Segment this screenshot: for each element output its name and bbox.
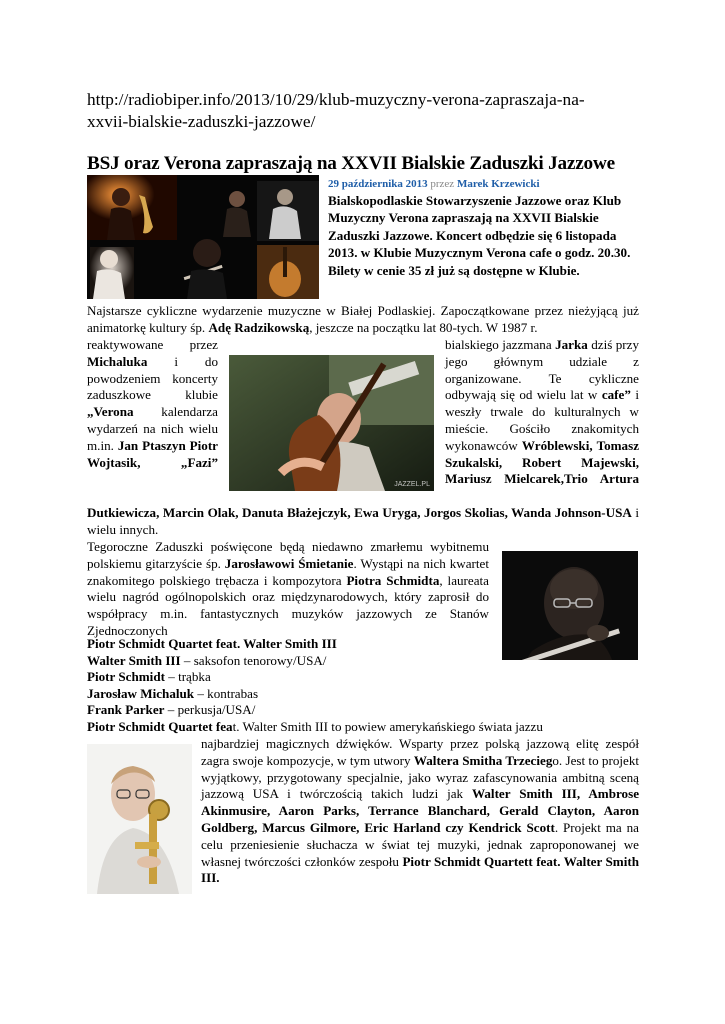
trumpeter-photo	[87, 744, 192, 894]
collage-photo	[87, 175, 319, 299]
source-url[interactable]: http://radiobiper.info/2013/10/29/klub-muzyczny-verona-zapraszaja-na- xxvii-bialskie-zaduszki-jazzowe/	[87, 90, 585, 131]
paragraph-3-first-line-text: t. Walter Smith III to powiew amerykańskiego świata jazzu	[232, 719, 543, 734]
lineup-member: Piotr Schmidt – trąbka	[87, 669, 211, 685]
saxophonist-photo-art	[502, 551, 638, 660]
article-date[interactable]: 29 października 2013	[328, 178, 428, 190]
article-title: BSJ oraz Verona zapraszają na XXVII Bialskie Zaduszki Jazzowe	[87, 153, 615, 174]
trumpeter-photo-art	[87, 744, 192, 894]
collage-photo-art	[87, 175, 319, 299]
lineup-member: Frank Parker – perkusja/USA/	[87, 702, 256, 718]
paragraph-1-right-column: bialskiego jazzmana Jarka dziś przy jego głównym udziale z organizowane. Te cykliczne odbywają się od wielu lat w cafe” i weszły trwale do kulturalnych w mieście. Gościło znakomitych wykonawców Wróblewski, Tomasz Szukalski, Robert Majewski, Mariusz Mielcarek,Trio Artura	[445, 337, 640, 487]
paragraph-3-body-text: najbardziej magicznych dźwięków. Wsparty przez polską jazzową elitę zespół zagra swoje kompozycje, w tym utwory	[201, 736, 639, 768]
article-author[interactable]: Marek Krzewicki	[456, 178, 540, 190]
article-lead: Bialskopodlaskie Stowarzyszenie Jazzowe oraz Klub Muzyczny Verona zapraszają na XXVII Bialskie Zaduszki Jazzowe. Koncert odbędzie się 6 listopada 2013. w Klubie Muzycznym Verona cafe o godz. 20.30. Bilety w cenie 35 zł już są dostępne w Klubie.	[328, 193, 631, 278]
lineup-list	[87, 636, 507, 719]
paragraph-3-first-line: Piotr Schmidt Quartet feat. Walter Smith III to powiew amerykańskiego świata jazzu	[87, 719, 543, 734]
paragraph-1-tail: Dutkiewicza, Marcin Olak, Danuta Błażejczyk, Ewa Uryga, Jorgos Skolias, Wanda Johnson-USA i wielu innych.	[87, 505, 639, 537]
paragraph-2: Tegoroczne Zaduszki poświęcone będą niedawno zmarłemu wybitnemu polskiemu gitarzyście śp. Jarosławowi Śmietanie. Wystąpi na nich kwartet znakomitego polskiego trębacza i kompozytora Piotra Schmidta, laureata wielu nagród ogólnopolskich oraz międzynarodowych, który zaprosił do współpracy m.in. fantastycznych muzyków jazzowych ze Stanów Zjednoczonych	[87, 539, 489, 638]
paragraph-1-left-column: reaktywowane przez Michaluka i do powodzeniem koncerty zaduszkowe klubie „Verona kalendarza wydarzeń na nich wielu m.in. Jan Ptaszyn Piotr Wojtasik, „Fazi”	[87, 337, 218, 470]
saxophonist-photo	[502, 551, 638, 660]
lineup-heading: Piotr Schmidt Quartet feat. Walter Smith III	[87, 636, 337, 651]
paragraph-1-intro: Najstarsze cykliczne wydarzenie muzyczne w Białej Podlaskiej. Zapoczątkowane przez nieżyjącą już animatorkę kultury śp. Adę Radzikowską, jeszcze na początku lat 80-tych. W 1987 r.	[87, 303, 639, 335]
article-by: przez	[430, 178, 455, 190]
lineup-member: Walter Smith III – saksofon tenorowy/USA/	[87, 652, 327, 668]
lineup-member: Jarosław Michaluk – kontrabas	[87, 685, 259, 701]
bassist-photo	[229, 355, 434, 491]
photo-watermark: JAZZEL.PL	[394, 481, 430, 488]
article-meta	[328, 178, 648, 190]
bassist-photo-art	[229, 355, 434, 491]
paragraph-3-body: najbardziej magicznych dźwięków. Wsparty przez polską jazzową elitę zespół zagra swoje kompozycje, w tym utwory Waltera Smitha Trzeciego. Jest to projekt wyjątkowy, przygotowany specjalnie, jako wyraz zafascynowania ambitną sceną jazzową USA i twórczością takich ludzi jak Walter Smith III, Ambrose Akinmusire, Aaron Parks, Terrance Blanchard, Gerald Clayton, Aaron Goldberg, Marcus Gilmore, Eric Harland czy Kendrick Scott. Projekt ma na celu przeniesienie słuchacza w świat tej muzyki, jednak zaproponowanej we własnej twórczości członków zespołu Piotr Schmidt Quartett feat. Walter Smith III.	[201, 736, 640, 886]
